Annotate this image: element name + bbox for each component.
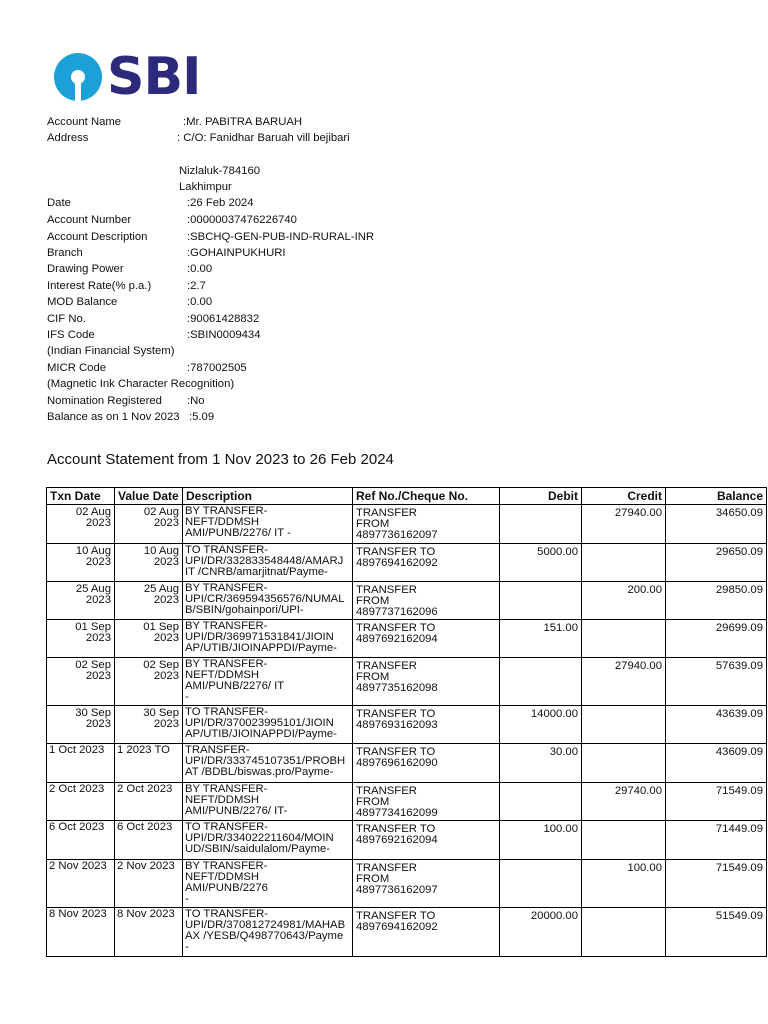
account-info-value: :5.09 [189,411,215,423]
balance-cell: 29650.09 [666,544,767,582]
credit-cell [582,821,666,860]
table-row [47,783,767,821]
balance-cell: 34650.09 [666,505,767,544]
table-row [47,908,767,957]
credit-cell: 29740.00 [582,783,666,821]
debit-cell [500,505,582,544]
header-description: Description [183,488,353,505]
debit-cell [500,658,582,706]
account-info-value: :2.7 [187,280,206,292]
txn-date-cell: 8 Nov 2023 [47,908,115,957]
table-row [47,620,767,658]
account-info-value: Lakhimpur [179,181,232,193]
txn-date-cell: 10 Aug 2023 [47,544,115,582]
header-ref: Ref No./Cheque No. [353,488,500,505]
account-info-label: Nomination Registered [47,395,162,407]
txn-date-cell: 2 Nov 2023 [47,860,115,908]
balance-cell: 71549.09 [666,783,767,821]
ref-cell: TRANSFER TO 4897696162090 [353,744,500,783]
debit-cell: 20000.00 [500,908,582,957]
value-date-cell: 8 Nov 2023 [115,908,183,957]
credit-cell [582,744,666,783]
account-info-label: IFS Code [47,329,95,341]
account-info-label: MICR Code [47,362,107,374]
debit-cell: 5000.00 [500,544,582,582]
account-info-value: :787002505 [187,362,247,374]
balance-cell: 57639.09 [666,658,767,706]
account-info-label: Account Number [47,214,132,226]
value-date-cell: 2 Oct 2023 [115,783,183,821]
balance-cell: 29850.09 [666,582,767,620]
transactions-table [46,487,767,957]
ref-cell: TRANSFER FROM 4897736162097 [353,860,500,908]
ref-cell: TRANSFER TO 4897692162094 [353,821,500,860]
balance-cell: 51549.09 [666,908,767,957]
ref-cell: TRANSFER TO 4897694162092 [353,908,500,957]
account-info-label: CIF No. [47,313,86,325]
txn-date-cell: 25 Aug 2023 [47,582,115,620]
value-date-cell: 30 Sep 2023 [115,706,183,744]
sbi-logo-text: SBI [107,47,201,107]
value-date-cell: 6 Oct 2023 [115,821,183,860]
balance-cell: 71549.09 [666,860,767,908]
account-info-label: Address [47,132,89,144]
balance-cell: 29699.09 [666,620,767,658]
ref-cell: TRANSFER TO 4897694162092 [353,544,500,582]
account-info-label: Date [47,197,71,209]
description-cell: BY TRANSFER- NEFT/DDMSH AMI/PUNB/2276/ IT - [183,658,353,706]
header-balance: Balance [666,488,767,505]
credit-cell [582,706,666,744]
debit-cell: 100.00 [500,821,582,860]
txn-date-cell: 02 Aug 2023 [47,505,115,544]
account-info-value: :90061428832 [187,313,260,325]
description-cell: BY TRANSFER- NEFT/DDMSH AMI/PUNB/2276 - [183,860,353,908]
table-row [47,744,767,783]
value-date-cell: 10 Aug 2023 [115,544,183,582]
account-info-value: :00000037476226740 [187,214,297,226]
txn-date-cell: 30 Sep 2023 [47,706,115,744]
debit-cell [500,860,582,908]
ref-cell: TRANSFER FROM 4897736162097 [353,505,500,544]
ref-cell: TRANSFER TO 4897693162093 [353,706,500,744]
account-info-value: :26 Feb 2024 [187,197,254,209]
ref-cell: TRANSFER FROM 4897737162096 [353,582,500,620]
value-date-cell: 25 Aug 2023 [115,582,183,620]
value-date-cell: 1 2023 TO [115,744,183,783]
account-info-value: :SBCHQ-GEN-PUB-IND-RURAL-INR [187,231,375,243]
table-header-row [47,488,767,505]
value-date-cell: 2 Nov 2023 [115,860,183,908]
description-cell: BY TRANSFER- NEFT/DDMSH AMI/PUNB/2276/ IT - [183,505,353,544]
table-row [47,658,767,706]
value-date-cell: 02 Sep 2023 [115,658,183,706]
account-info-value: :SBIN0009434 [187,329,261,341]
header-debit: Debit [500,488,582,505]
account-info-value: :0.00 [187,296,213,308]
statement-title: Account Statement from 1 Nov 2023 to 26 Feb 2024 [47,451,394,468]
description-cell: TO TRANSFER- UPI/DR/370023995101/JIOIN AP/UTIB/JIOINAPPDI/Payme- [183,706,353,744]
table-row [47,505,767,544]
txn-date-cell: 01 Sep 2023 [47,620,115,658]
account-info-value: :0.00 [187,263,213,275]
table-row [47,544,767,582]
credit-cell: 100.00 [582,860,666,908]
description-cell: BY TRANSFER- NEFT/DDMSH AMI/PUNB/2276/ IT- [183,783,353,821]
table-row [47,860,767,908]
account-info-value: :GOHAINPUKHURI [187,247,286,259]
header-value-date: Value Date [115,488,183,505]
txn-date-cell: 2 Oct 2023 [47,783,115,821]
credit-cell [582,544,666,582]
sbi-logo [54,47,201,107]
table-row [47,582,767,620]
header-credit: Credit [582,488,666,505]
table-row [47,706,767,744]
account-info-label: Account Description [47,231,148,243]
ref-cell: TRANSFER TO 4897692162094 [353,620,500,658]
credit-cell: 27940.00 [582,505,666,544]
account-info-label: Drawing Power [47,263,124,275]
description-cell: TO TRANSFER- UPI/DR/332833548448/AMARJ IT /CNRB/amarjitnat/Payme- [183,544,353,582]
balance-cell: 43609.09 [666,744,767,783]
account-info-value: Nizlaluk-784160 [179,165,261,177]
account-info-value: :Mr. PABITRA BARUAH [183,116,303,128]
account-info-label: (Indian Financial System) [47,345,175,357]
balance-cell: 43639.09 [666,706,767,744]
account-info-label: Branch [47,247,83,259]
account-info-label: Account Name [47,116,122,128]
credit-cell: 27940.00 [582,658,666,706]
value-date-cell: 01 Sep 2023 [115,620,183,658]
account-info-label: Balance as on 1 Nov 2023 [47,411,180,423]
sbi-logo-icon [54,53,102,101]
txn-date-cell: 1 Oct 2023 [47,744,115,783]
credit-cell: 200.00 [582,582,666,620]
ref-cell: TRANSFER FROM 4897734162099 [353,783,500,821]
debit-cell: 151.00 [500,620,582,658]
account-info-value: : C/O: Fanidhar Baruah vill bejibari [177,132,350,144]
ref-cell: TRANSFER FROM 4897735162098 [353,658,500,706]
value-date-cell: 02 Aug 2023 [115,505,183,544]
header-txn-date: Txn Date [47,488,115,505]
account-info-label: Interest Rate(% p.a.) [47,280,152,292]
table-row [47,821,767,860]
description-cell: BY TRANSFER- UPI/CR/369594356576/NUMAL B/SBIN/gohainpori/UPI- [183,582,353,620]
debit-cell: 30.00 [500,744,582,783]
credit-cell [582,620,666,658]
description-cell: BY TRANSFER- UPI/DR/369971531841/JIOIN AP/UTIB/JIOINAPPDI/Payme- [183,620,353,658]
account-info-value: :No [187,395,205,407]
description-cell: TO TRANSFER- UPI/DR/334022211604/MOIN UD/SBIN/saidulalom/Payme- [183,821,353,860]
credit-cell [582,908,666,957]
txn-date-cell: 02 Sep 2023 [47,658,115,706]
description-cell: TRANSFER- UPI/DR/333745107351/PROBH AT /BDBL/biswas.pro/Payme- [183,744,353,783]
balance-cell: 71449.09 [666,821,767,860]
debit-cell: 14000.00 [500,706,582,744]
account-info-label: (Magnetic Ink Character Recognition) [47,378,235,390]
debit-cell [500,783,582,821]
account-info-label: MOD Balance [47,296,118,308]
txn-date-cell: 6 Oct 2023 [47,821,115,860]
debit-cell [500,582,582,620]
description-cell: TO TRANSFER- UPI/DR/370812724981/MAHAB AX /YESB/Q498770643/Payme - [183,908,353,957]
